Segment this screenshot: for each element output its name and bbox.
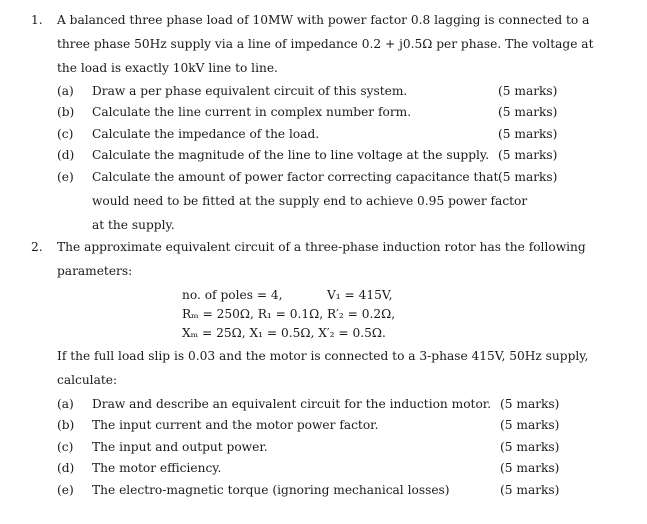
q2-part-d-marks: (5 marks) (500, 461, 560, 475)
q1-part-d-marks: (5 marks) (498, 148, 558, 162)
q2-param-reactances: Xₘ = 25Ω, X₁ = 0.5Ω, X′₂ = 0.5Ω. (182, 326, 386, 340)
q1-part-e-continuation-1: would need to be fitted at the supply end to achieve 0.95 power factor (92, 194, 528, 208)
q2-part-e-marks: (5 marks) (500, 483, 560, 497)
q2-lead-line-1: If the full load slip is 0.03 and the motor is connected to a 3-phase 415V, 50Hz supply, (57, 349, 589, 363)
q1-number: 1. (31, 13, 43, 27)
q2-stem-line-2: parameters: (57, 264, 133, 278)
q1-part-c-marks: (5 marks) (498, 127, 558, 141)
q2-part-a-text: Draw and describe an equivalent circuit for the induction motor. (92, 397, 492, 411)
q1-part-c-text: Calculate the impedance of the load. (92, 127, 320, 141)
q1-stem-line-2: three phase 50Hz supply via a line of impedance 0.2 + j0.5Ω per phase. The voltage at (57, 37, 594, 51)
q1-part-a-text: Draw a per phase equivalent circuit of this system. (92, 84, 408, 98)
q2-part-c-label: (c) (57, 440, 74, 454)
q1-part-e-label: (e) (57, 170, 74, 184)
q1-part-d-label: (d) (57, 148, 75, 162)
q1-part-b-label: (b) (57, 105, 75, 119)
q2-part-e-label: (e) (57, 483, 74, 497)
q2-param-poles: no. of poles = 4, (182, 288, 283, 302)
q1-stem-line-1: A balanced three phase load of 10MW with power factor 0.8 lagging is connected to a (57, 13, 590, 27)
q1-part-d-text: Calculate the magnitude of the line to line voltage at the supply. (92, 148, 490, 162)
q1-part-b-marks: (5 marks) (498, 105, 558, 119)
q2-part-b-label: (b) (57, 418, 75, 432)
q2-part-c-marks: (5 marks) (500, 440, 560, 454)
q2-lead-line-2: calculate: (57, 373, 118, 387)
q1-part-c-label: (c) (57, 127, 74, 141)
q2-part-a-label: (a) (57, 397, 74, 411)
q2-param-voltage: V₁ = 415V, (327, 288, 393, 302)
q2-number: 2. (31, 240, 43, 254)
q2-part-b-text: The input current and the motor power factor. (92, 418, 379, 432)
q2-part-d-text: The motor efficiency. (92, 461, 222, 475)
q2-part-d-label: (d) (57, 461, 75, 475)
q1-part-e-text: Calculate the amount of power factor correcting capacitance that (92, 170, 499, 184)
q1-part-e-marks: (5 marks) (498, 170, 558, 184)
q1-stem-line-3: the load is exactly 10kV line to line. (57, 61, 278, 75)
q1-part-e-continuation-2: at the supply. (92, 218, 175, 232)
q2-part-b-marks: (5 marks) (500, 418, 560, 432)
q2-stem-line-1: The approximate equivalent circuit of a three-phase induction rotor has the following (57, 240, 586, 254)
q2-part-a-marks: (5 marks) (500, 397, 560, 411)
q2-part-c-text: The input and output power. (92, 440, 268, 454)
q2-part-e-text: The electro-magnetic torque (ignoring mechanical losses) (92, 483, 450, 497)
q2-param-resistances: Rₘ = 250Ω, R₁ = 0.1Ω, R′₂ = 0.2Ω, (182, 307, 396, 321)
q1-part-b-text: Calculate the line current in complex number form. (92, 105, 412, 119)
q1-part-a-marks: (5 marks) (498, 84, 558, 98)
q1-part-a-label: (a) (57, 84, 74, 98)
